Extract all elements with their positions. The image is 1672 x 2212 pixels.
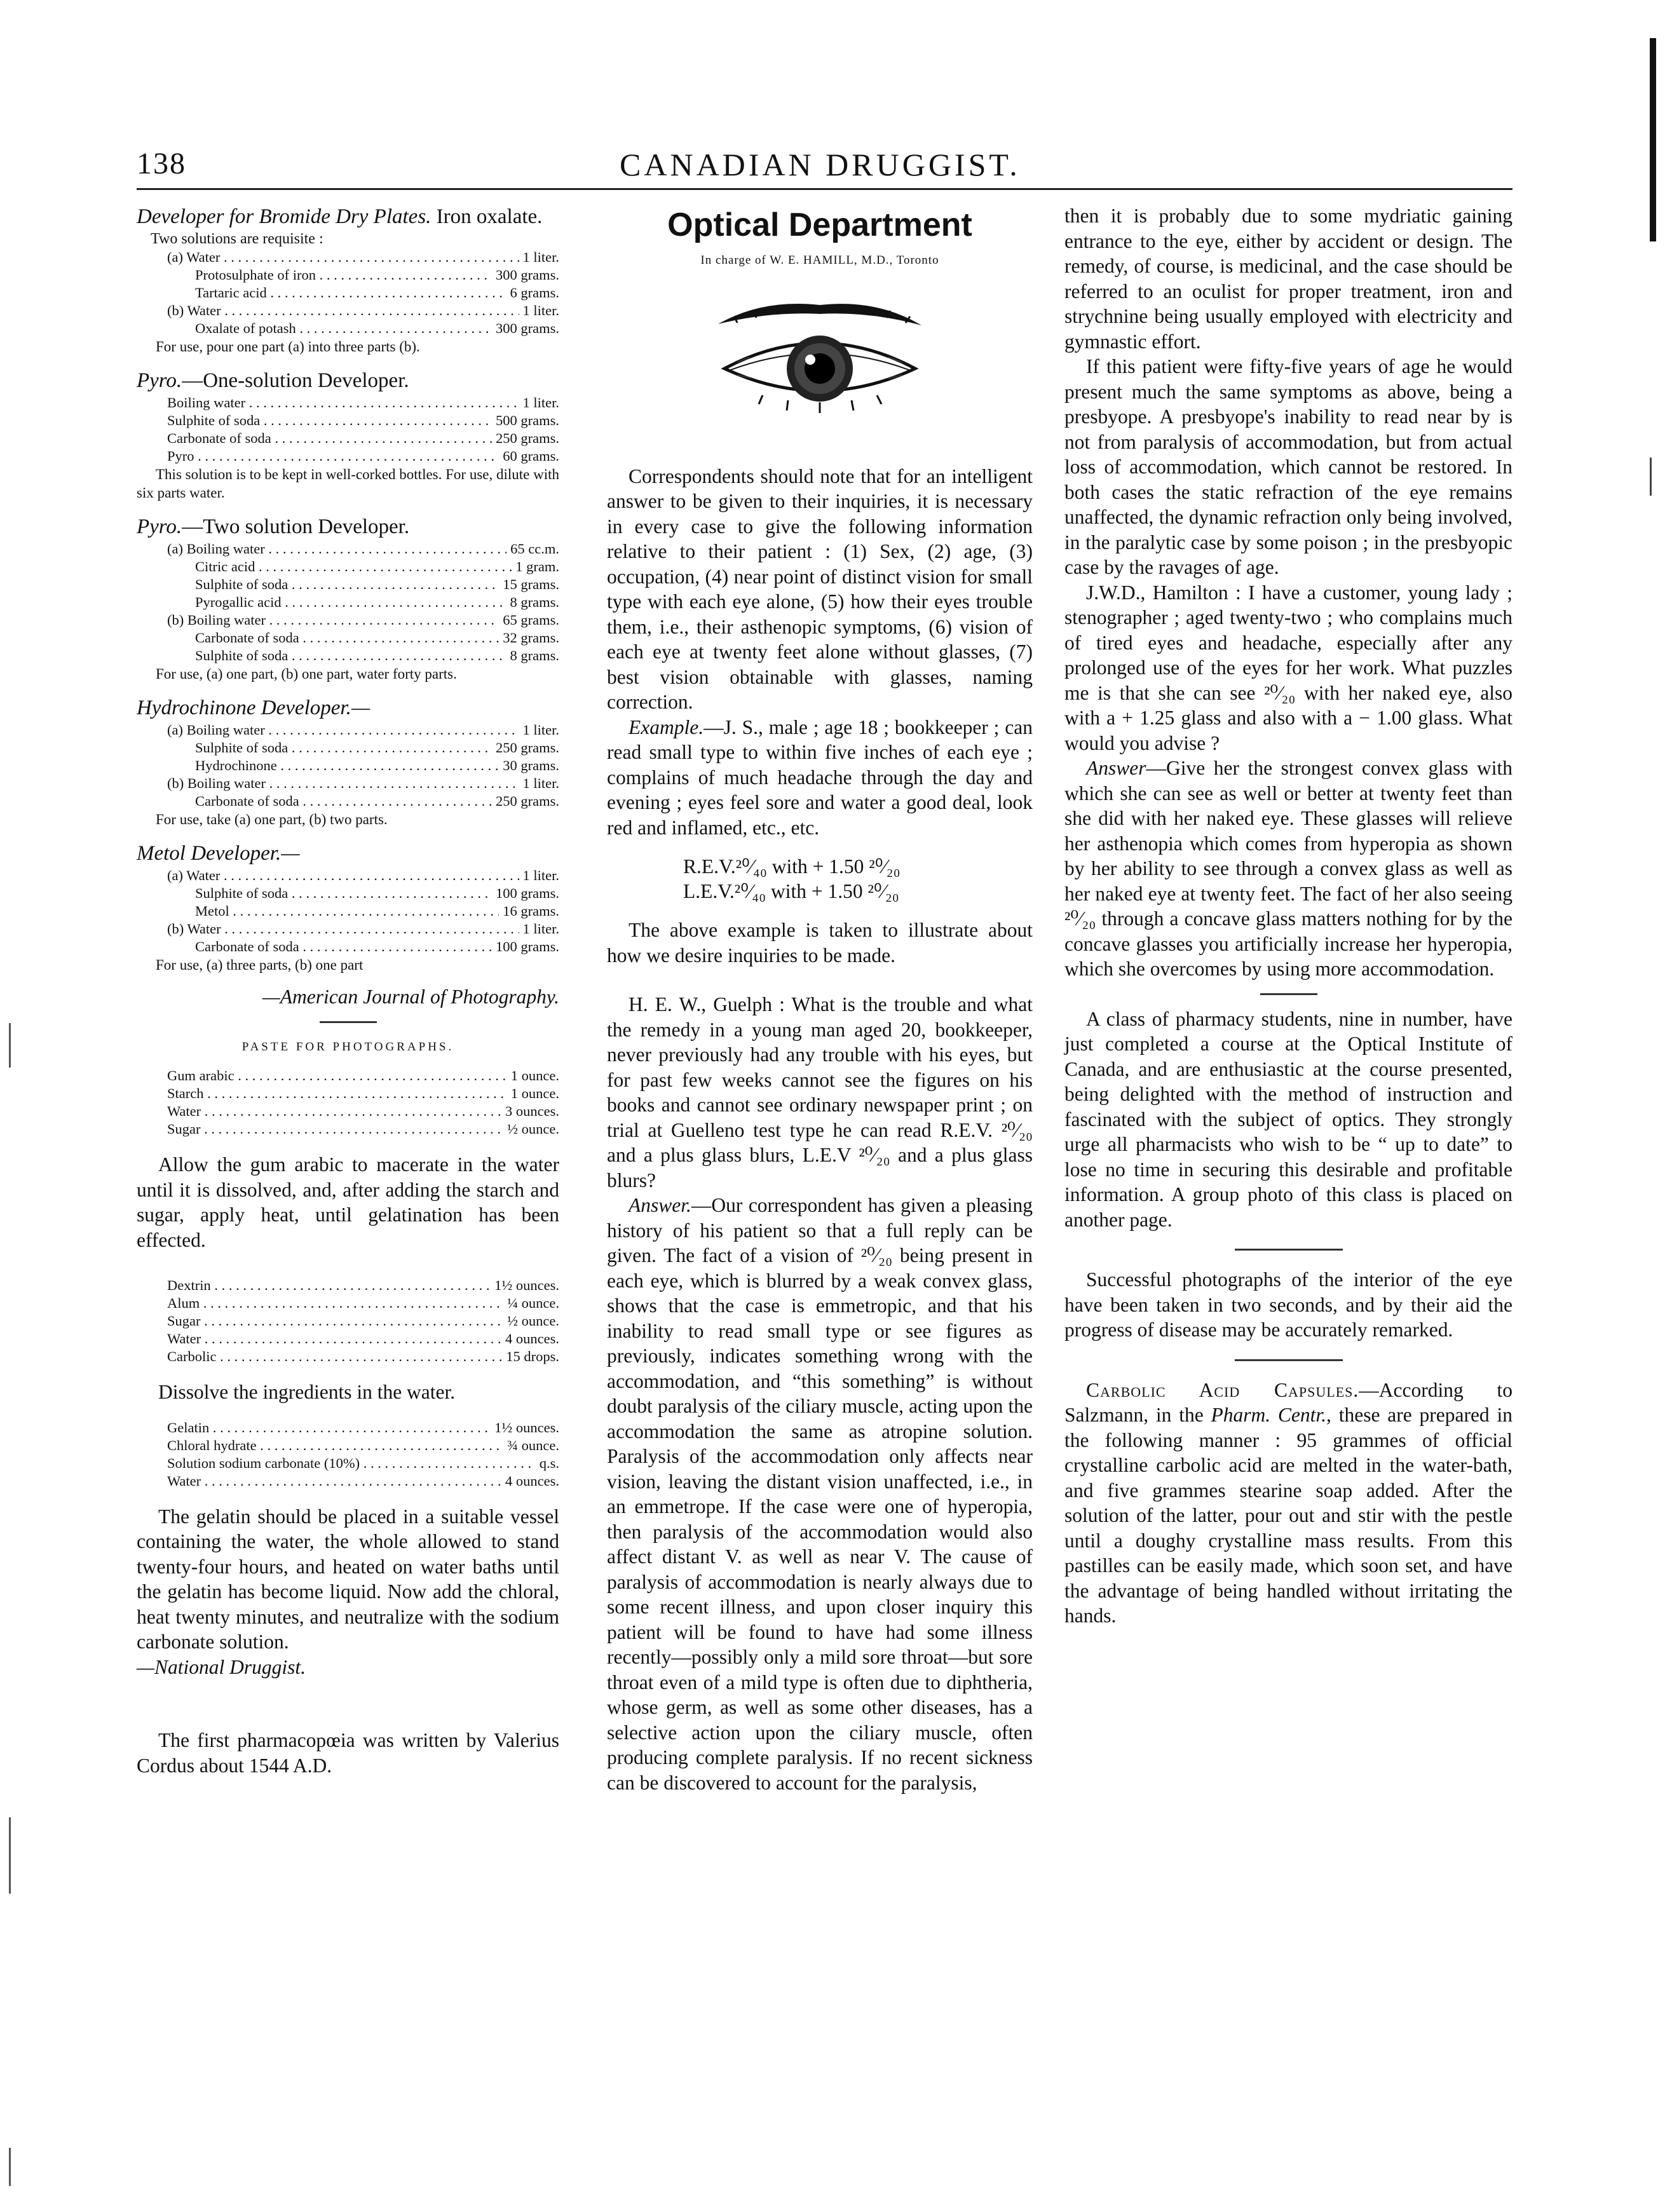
paste-paragraph: Allow the gum arabic to macerate in the water until it is dissolved, and, after adding the starch and sugar, apply heat, until gelatination has been effected. [137, 1153, 559, 1251]
scan-edge-mark [1650, 458, 1652, 496]
carbolic-paragraph: Carbolic Acid Capsules.—According to Salzmann, in the Pharm. Centr., these are prepared in the following manner : 95 grammes of official crystalline carbolic acid are melted in the water-bath, and five grammes stearine soap added. After the solution of the latter, pour out and stir with the pestle until a doughy crystalline mass results. From this pastilles can be easily made, which soon set, and have the advantage of being handled without irritating the hands. [1064, 1378, 1512, 1627]
example-note: The above example is taken to illustrate about how we desire inquiries to be made. [607, 919, 1033, 967]
formula-left-eye: L.E.V.²⁰⁄₄₀ with + 1.50 ²⁰⁄₂₀ [683, 880, 899, 902]
scan-margin-mark [9, 1023, 11, 1068]
pharmacopeia-note: The first pharmacopœia was written by Valerius Cordus about 1544 A.D. [137, 1729, 559, 1777]
column-rule [1246, 188, 1512, 190]
scan-margin-mark [9, 2148, 11, 2186]
pyro-one-title: Pyro.—One-solution Developer. [137, 369, 409, 392]
recipe-row: Boiling water . . . 1 liter. [167, 394, 559, 412]
recipe-row: Tartaric acid . . . 6 grams. [167, 284, 559, 302]
example-paragraph: Example.—J. S., male ; age 18 ; bookkeeper ; can read small type to within five inches of each eye ; complains of much headache through the day and evening ; eyes feel sore and water a good deal, look red and inflamed, etc., etc. [607, 716, 1033, 839]
page-header [137, 146, 1512, 191]
recipe-row: Carbonate of soda . . . 250 grams. [167, 792, 559, 810]
recipe-row: Dextrin . . . 1½ ounces. [167, 1277, 559, 1294]
bromide-title: Developer for Bromide Dry Plates. Iron oxalate. [137, 205, 543, 228]
recipe-row: Sulphite of soda . . . 100 grams. [167, 885, 559, 902]
recipe-row: Protosulphate of iron . . . 300 grams. [167, 266, 559, 284]
pyro-two-title: Pyro.—Two solution Developer. [137, 515, 410, 538]
column-middle [607, 203, 1033, 1795]
section-rule [1260, 993, 1317, 995]
pharmacy-class-paragraph: A class of pharmacy students, nine in number, have just completed a course at the Optical Institute of Canada, and are enthusiastic at the course presented, being delighted with the method of instruction and fascinated with the subject of optics. They strongly urge all pharmacists who wish to be “ up to date” to lose no time in securing this desirable and profitable information. A group photo of this class is placed on another page. [1064, 1007, 1512, 1231]
recipe-row: Water . . . 3 ounces. [167, 1103, 559, 1120]
pyro-two-recipe [167, 540, 559, 665]
paste-recipe [167, 1067, 559, 1138]
dissolve-line: Dissolve the ingredients in the water. [158, 1381, 456, 1403]
answer-guelph: Answer.—Our correspondent has given a pleasing history of his patient so that a full reply can be given. The fact of a vision of ²⁰⁄₂₀ being present in each eye, which is blurred by a weak convex glass, shows that the case is emmetropic, and that his inability to read small type or see figures as previously, indicates something wrong with the accommodation, and “this something” is without doubt paralysis of the ciliary muscle, acting upon the accommodation the same as atropine solution. Paralysis of the accommodation only affects near vision, leaving the distant vision unaffected, i.e., in an emmetrope. If the case were one of hyperopia, then paralysis of the accommodation would also affect distant V. as well as near V. The cause of paralysis of accommodation is nearly always due to some recent illness, and upon closer inquiry this patient will be found to have had some illness recently—possibly only a mild sore throat—but sore throat even of a mild type is often due to diphtheria, whose germ, as well as some other diseases, has a selective action upon the ciliary muscle, often producing complete paralysis. If no recent sickness can be discovered to account for the paralysis, [607, 1194, 1033, 1794]
recipe-row: Water . . . 4 ounces. [167, 1472, 559, 1490]
recipe-row: (b) Boiling water . . . 65 grams. [167, 611, 559, 629]
scan-edge-bar [1650, 38, 1656, 241]
recipe-row: Carbonate of soda . . . 32 grams. [167, 629, 559, 647]
recipe-row: Sulphite of soda . . . 8 grams. [167, 647, 559, 665]
recipe-row: Alum . . . ¼ ounce. [167, 1294, 559, 1312]
recipe-row: Water . . . 4 ounces. [167, 1330, 559, 1348]
recipe-row: (a) Water . . . 1 liter. [167, 248, 559, 266]
recipe-row: Carbonate of soda . . . 100 grams. [167, 938, 559, 956]
recipe-row: (a) Water . . . 1 liter. [167, 867, 559, 885]
recipe-row: (b) Water . . . 1 liter. [167, 920, 559, 938]
recipe-row: Sugar . . . ½ ounce. [167, 1312, 559, 1330]
recipe-row: Sulphite of soda . . . 250 grams. [167, 739, 559, 757]
optical-intro: Correspondents should note that for an intelligent answer to be given to their inquiries, it is necessary in every case to give the following information relative to their patient : (1) Sex, (2) age, (3) occupation, (4) near point of distinct vision for small type with each eye alone, (5) how their eyes trouble them, i.e., their asthenopic symptoms, (6) vision of each eye at twenty feet alone without glasses, (7) best vision obtainable with glasses, naming correction. [607, 465, 1033, 713]
recipe-row: Gum arabic . . . 1 ounce. [167, 1067, 559, 1085]
pyro-one-usage: This solution is to be kept in well-corked bottles. For use, dilute with six parts water. [137, 466, 559, 501]
scan-margin-mark [9, 1817, 11, 1894]
formula-right-eye: R.E.V.²⁰⁄₄₀ with + 1.50 ²⁰⁄₂₀ [683, 855, 901, 878]
metol-recipe [167, 867, 559, 956]
recipe-row: Solution sodium carbonate (10%) . . . q.s. [167, 1455, 559, 1472]
gelatin-paragraph: The gelatin should be placed in a suitable vessel containing the water, the whole allowed to stand twenty-four hours, and heated on water baths until the gelatin has become liquid. Now add the chloral, heat twenty minutes, and neutralize with the sodium carbonate solution. —National Druggist. [137, 1505, 559, 1678]
paste-recipe-2 [167, 1277, 559, 1366]
recipe-row: Sulphite of soda . . . 15 grams. [167, 576, 559, 594]
recipe-row: Carbolic . . . 15 drops. [167, 1348, 559, 1366]
metol-source: —American Journal of Photography. [262, 986, 559, 1008]
department-title: Optical Department [667, 207, 972, 243]
recipe-row: Oxalate of potash . . . 300 grams. [167, 320, 559, 337]
hydro-recipe [167, 721, 559, 810]
recipe-row: Sugar . . . ½ ounce. [167, 1120, 559, 1138]
presbyope-paragraph: If this patient were fifty-five years of age he would present much the same symptoms as above, being a presbyope. A presbyope's inability to read near by is not from paralysis of accommodation, but from actual loss of accommodation, which cannot be restored. In both cases the static refraction of the eye remains unaffected, the dynamic refraction only being involved, in the paralytic case by some poison ; in the presbyopic case by the ravages of age. [1064, 355, 1512, 578]
eye-icon [712, 299, 928, 419]
recipe-row: (b) Water . . . 1 liter. [167, 302, 559, 320]
hydro-usage: For use, take (a) one part, (b) two parts. [156, 811, 388, 827]
recipe-row: Pyro . . . 60 grams. [167, 447, 559, 465]
answer-hamilton: Answer—Give her the strongest convex glass with which she can see as well or better at twenty feet than she did with her naked eye. These glasses will relieve her asthenopia which comes from hyperopia as shown by her ability to see through a convex glass as well as her naked eye at twenty feet. The fact of her also seeing ²⁰⁄₂₀ through a concave glass matters nothing for by the concave glasses you artificially increase her hyperopia, which she overcomes by using more accommodation. [1064, 757, 1512, 980]
paste-recipe-3 [167, 1419, 559, 1490]
query-guelph: H. E. W., Guelph : What is the trouble and what the remedy in a young man aged 20, bookkeeper, never previously had any trouble with his eyes, but for past few weeks cannot see the figures on his books and cannot see ordinary newspaper print ; on trial at Guelleno test type he can read R.E.V. ²⁰⁄₂₀ and a plus glass blurs, L.E.V ²⁰⁄₂₀ and a plus glass blurs? [607, 993, 1033, 1191]
recipe-row: (a) Boiling water . . . 1 liter. [167, 721, 559, 739]
hydro-title: Hydrochinone Developer.— [137, 696, 370, 719]
metol-usage: For use, (a) three parts, (b) one part [156, 957, 364, 973]
recipe-row: (b) Boiling water . . . 1 liter. [167, 775, 559, 792]
recipe-row: (a) Boiling water . . . 65 cc.m. [167, 540, 559, 558]
section-rule [1235, 1249, 1343, 1251]
page-number: 138 [137, 147, 186, 180]
column-right [1064, 203, 1512, 1629]
recipe-row: Starch . . . 1 ounce. [167, 1085, 559, 1103]
recipe-row: Carbonate of soda . . . 250 grams. [167, 430, 559, 447]
paste-heading: PASTE FOR PHOTOGRAPHS. [241, 1040, 454, 1054]
eye-illustration [712, 299, 928, 419]
recipe-row: Gelatin . . . 1½ ounces. [167, 1419, 559, 1437]
section-rule [320, 1021, 377, 1023]
recipe-row: Metol . . . 16 grams. [167, 902, 559, 920]
column-left [137, 203, 559, 1778]
pyro-one-recipe [167, 394, 559, 465]
bromide-recipe [167, 248, 559, 337]
recipe-row: Citric acid . . . 1 gram. [167, 558, 559, 576]
bromide-usage: For use, pour one part (a) into three parts (b). [156, 339, 420, 355]
recipe-row: Chloral hydrate . . . ¾ ounce. [167, 1437, 559, 1455]
recipe-row: Hydrochinone . . . 30 grams. [167, 757, 559, 775]
continued-paragraph: then it is probably due to some mydriatic gaining entrance to the eye, either by accident or design. The remedy, of course, is medicinal, and the case should be referred to an oculist for proper treatment, iron and strychnine being usually employed with electricity and gymnastic effort. [1064, 205, 1512, 353]
query-hamilton: J.W.D., Hamilton : I have a customer, young lady ; stenographer ; aged twenty-two ; who complains much of tired eyes and headache, especially after any prolonged use of the eyes for her work. What puzzles me is that she can see ²⁰⁄₂₀ with her naked eye, also with a + 1.25 glass and also with a − 1.00 glass. What would you advise ? [1064, 581, 1512, 754]
recipe-row: Pyrogallic acid . . . 8 grams. [167, 594, 559, 611]
section-rule [1235, 1359, 1343, 1361]
photographs-paragraph: Successful photographs of the interior of the eye have been taken in two seconds, and by their aid the progress of disease may be accurately remarked. [1064, 1268, 1512, 1341]
recipe-row: Sulphite of soda . . . 500 grams. [167, 412, 559, 430]
department-editor: In charge of W. E. HAMILL, M.D., Toronto [700, 254, 939, 267]
pyro-two-usage: For use, (a) one part, (b) one part, water forty parts. [156, 666, 457, 682]
metol-title: Metol Developer.— [137, 842, 300, 865]
bromide-intro: Two solutions are requisite : [151, 231, 323, 247]
journal-title: CANADIAN DRUGGIST. [620, 147, 1021, 182]
